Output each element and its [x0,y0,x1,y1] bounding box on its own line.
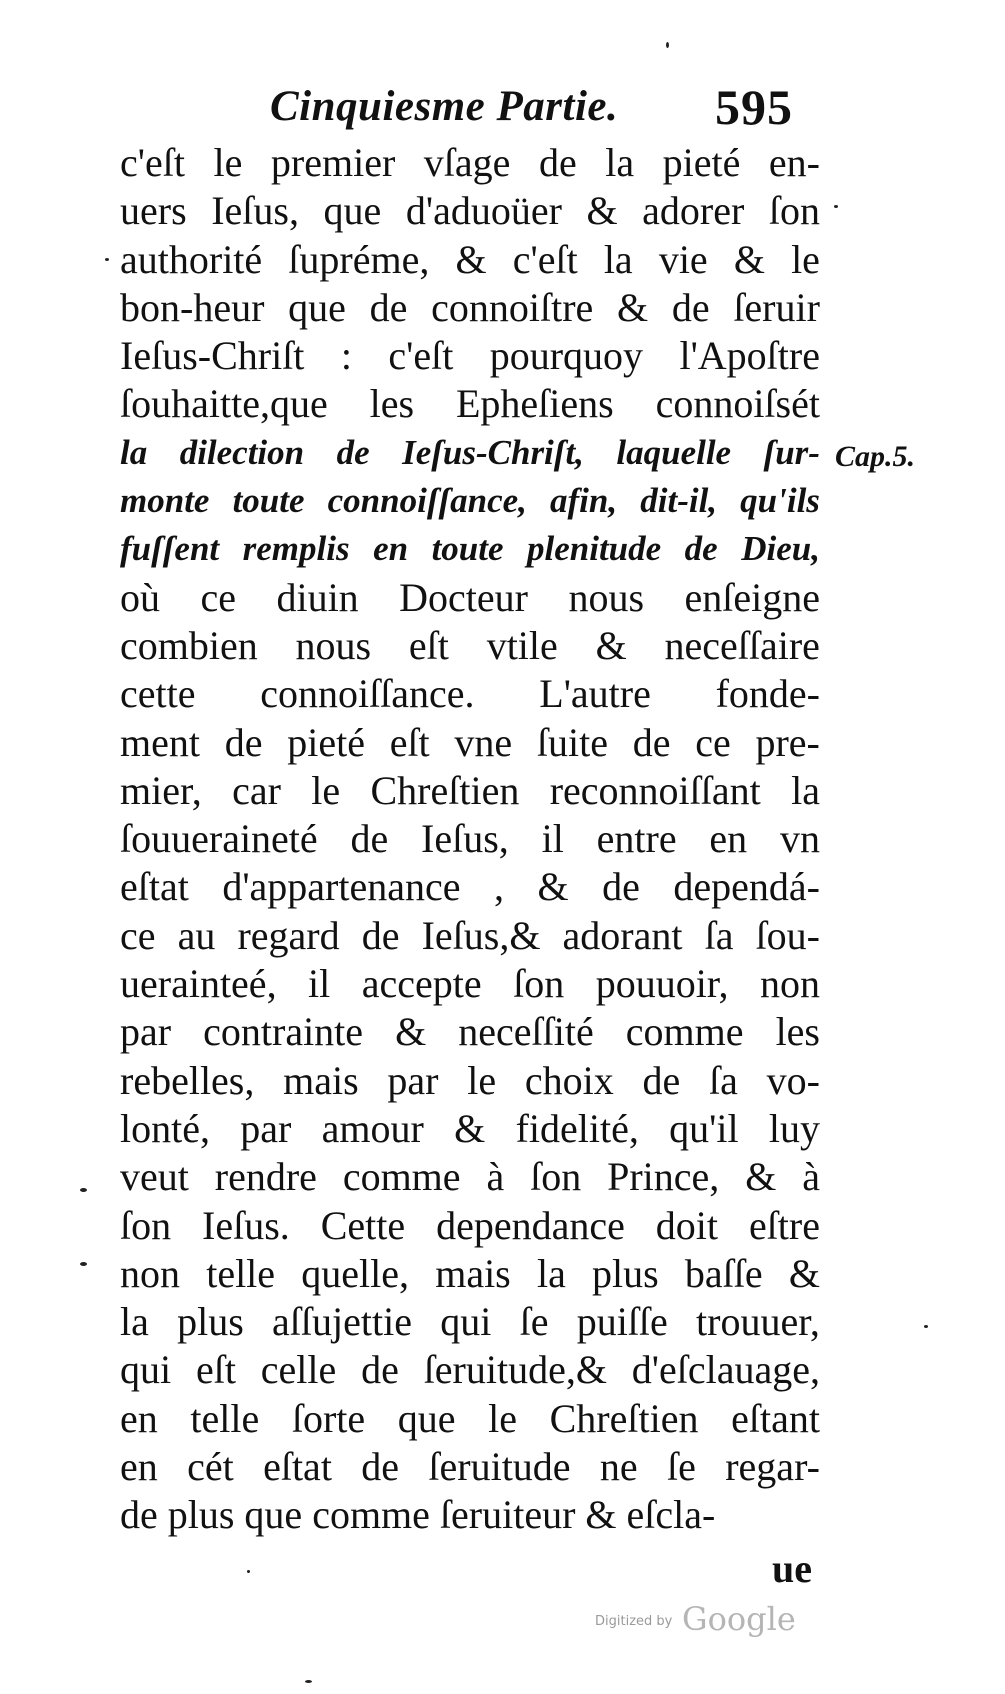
word: mais [283,1057,359,1103]
digitized-by-label: Digitized by [595,1614,673,1629]
word: pre- [755,719,820,765]
word: car [232,767,281,813]
word: de [602,864,640,910]
word: connoiſsét [655,381,820,427]
word: ſouueraineté [120,816,318,862]
scan-speck [924,1325,928,1328]
word: l'Apoſtre [679,333,820,379]
word: eſt [389,719,430,765]
word: par [120,1009,172,1055]
word: & [454,1105,486,1151]
word: c'eſt [512,236,578,282]
word: à [802,1154,820,1200]
word: & [455,236,487,282]
word: en- [768,140,820,185]
scan-speck [80,1188,87,1192]
word: mier, [120,767,202,813]
word: ſa [704,912,734,958]
word: plenitude [527,529,662,569]
word: aſſujettie [272,1299,412,1345]
word: ne [599,1444,638,1490]
word: la [605,140,635,185]
word: dit-il, [640,481,718,521]
word: de [336,432,370,472]
word: , [494,864,504,910]
word: ce [120,912,156,958]
word: de [671,284,710,330]
word: ueraintеé, [120,961,277,1007]
word: ſeruitude,& [423,1347,607,1393]
word: toute [232,481,305,521]
word: pieté [287,719,365,765]
text-line [120,1395,820,1443]
word: la [791,767,820,813]
word: regard [237,912,340,958]
word: vn [779,816,820,862]
text-line [120,1153,820,1201]
text-line [120,139,820,187]
word: la [536,1250,566,1296]
catch-word: ue [772,1546,812,1591]
word: Ieſus. [202,1202,290,1248]
word: eſtant [731,1395,820,1441]
text-line [120,1105,820,1153]
word: Ieſus-Chriſt [120,333,305,379]
word: Dieu, [741,529,820,569]
word: Docteur [399,574,528,620]
word: par [240,1105,292,1151]
word: les [369,381,415,427]
word: neceſſité [458,1009,594,1055]
scan-speck [666,42,669,48]
word: bon-heur [120,284,265,330]
word: uers [120,188,187,234]
word: trouuer, [696,1299,820,1345]
word: le [488,1395,518,1441]
text-line [120,380,820,428]
word: en [120,1395,158,1441]
word: baſſe [684,1250,763,1296]
word: Ieſus-Chriſt, [402,432,584,472]
text-line [120,1443,820,1491]
word: monte [120,481,210,521]
word: en [709,816,748,862]
word: connoiſtre [431,284,594,330]
word: Epheſiens [455,381,614,427]
word: il [308,961,331,1007]
text-line [120,429,820,477]
word: la [120,432,148,472]
word: de [361,1347,399,1393]
text-line [120,1346,820,1394]
word: toute [431,529,504,569]
word: le [791,236,820,282]
word: & [745,1154,777,1200]
word: de [361,912,400,958]
word: ſon [530,1154,582,1200]
word: de [361,1444,400,1490]
scan-speck [105,258,109,261]
text-line [120,332,820,380]
word: doit [655,1202,719,1248]
word: ſorte [291,1395,366,1441]
word: contrainte [203,1009,364,1055]
margin-note: Cap.5. [835,440,916,473]
text-line [120,187,820,235]
word: ſe [519,1299,549,1345]
google-logo: Google [682,1600,796,1638]
word: de [224,719,263,765]
word: & [788,1250,820,1296]
word: les [775,1009,820,1055]
word: en [373,529,409,569]
word: plus [592,1250,659,1296]
word: d'appartenance [222,864,461,910]
word: ment [120,719,200,765]
word: ſe [667,1444,696,1490]
word: Chreſtien [370,767,520,813]
word: ſa [709,1057,738,1103]
text-line [120,525,820,573]
scan-speck [80,1262,87,1266]
word: eſtat [263,1444,332,1490]
word: en [120,1444,158,1490]
word: combien [120,622,258,668]
word: quelle, [301,1250,409,1296]
word: ſupréme, [288,236,430,282]
body-text [120,139,820,1540]
word: remplis [242,529,350,569]
running-title: Cinquiesme Partie. [270,83,619,130]
word: vo- [766,1057,820,1103]
word: telle [206,1250,276,1296]
word: dilection [179,432,305,472]
word: vie [658,236,708,282]
word: que [397,1395,456,1441]
word: adorant [562,912,683,958]
text-line [120,236,820,284]
word: & [537,864,569,910]
word: eſtre [748,1202,820,1248]
line-text: de plus que comme ſeruiteur & eſcla- [120,1492,716,1538]
word: amour [321,1105,424,1151]
word: ſeruitude [428,1444,571,1490]
word: & [595,622,627,668]
word: plus [177,1299,244,1345]
word: à [486,1154,505,1200]
word: accepte [361,961,482,1007]
text-line [120,767,820,815]
word: de [632,719,671,765]
text-line [120,1250,820,1298]
text-line [120,622,820,670]
word: puiſſe [576,1299,668,1345]
word: eſt [195,1347,236,1393]
word: Chreſtien [549,1395,699,1441]
text-line [120,815,820,863]
word: rendre [214,1154,317,1200]
word: Ieſus, [211,188,299,234]
word: ſou- [755,912,820,958]
word: de [684,529,718,569]
word: Cette [320,1202,406,1248]
word: c'eſt [388,333,454,379]
text-line [120,284,820,332]
word: nous [295,622,372,668]
scan-speck [834,205,838,208]
word: que [288,284,346,330]
word: fidelité, [515,1105,639,1151]
word: premier [270,140,396,185]
word: ſouhaitte,que [120,381,328,427]
word: ce [695,719,731,765]
word: pourquoy [489,333,644,379]
word: diuin [276,574,359,620]
word: nous [568,574,645,620]
page-header [0,78,1005,138]
word: ſuite [536,719,608,765]
word: mais [435,1250,511,1296]
word: dependá- [673,864,820,910]
word: eſtat [120,864,189,910]
word: que [323,188,382,234]
word: vſage [423,140,511,185]
word: regar- [725,1444,820,1490]
word: le [213,140,243,185]
word: ſeruir [733,284,820,330]
word: la [120,1299,149,1345]
word: c'eſt [120,140,185,185]
word: qu'ils [740,481,820,521]
page-number: 595 [715,79,793,135]
word: de [369,284,408,330]
word: cét [187,1444,234,1490]
word: fuſſent [120,529,220,569]
word: ſur- [763,432,820,472]
word: celle [260,1347,337,1393]
word: dependance [436,1202,625,1248]
word: non [760,961,820,1007]
scan-speck [305,1680,312,1683]
word: ſon [513,961,565,1007]
text-line [120,1202,820,1250]
word: de [350,816,389,862]
word: connoiſſance. [260,671,475,717]
word: pieté [662,140,741,185]
text-line [120,912,820,960]
text-line [120,1491,820,1539]
word: d'aduoüer [405,188,562,234]
word: veut [120,1154,189,1200]
text-line [120,960,820,1008]
word: connoiſſance, [327,481,527,521]
word: ce [200,574,236,620]
word: & [395,1009,427,1055]
text-line [120,574,820,622]
word: ſon [768,188,820,234]
word: où [120,574,160,620]
word: eſt [408,622,449,668]
word: pouuoir, [595,961,729,1007]
word: & [733,236,765,282]
word: choix [524,1057,614,1103]
word: le [311,767,341,813]
word: reconnoiſſant [549,767,761,813]
word: vtile [486,622,558,668]
word: authorité [120,236,263,282]
text-line [120,477,820,525]
word: adorer [642,188,745,234]
word: comme [342,1154,461,1200]
scan-speck [247,1570,250,1573]
word: Ieſus, [421,816,509,862]
word: telle [190,1395,260,1441]
word: afin, [550,481,618,521]
word: entre [596,816,677,862]
word: de [642,1057,681,1103]
word: non [120,1250,180,1296]
word: & [586,188,618,234]
word: Ieſus,& [421,912,541,958]
word: par [387,1057,439,1103]
word: laquelle [616,432,732,472]
word: & [616,284,649,330]
word: ſon [120,1202,172,1248]
word: au [177,912,216,958]
word: fonde- [715,671,820,717]
text-line [120,1057,820,1105]
word: qui [120,1347,172,1393]
word: rebelles, [120,1057,255,1103]
word: cette [120,671,196,717]
text-line [120,1298,820,1346]
word: il [541,816,564,862]
word: : [340,333,352,379]
text-line [120,670,820,718]
text-line [120,719,820,767]
word: L'autre [539,671,651,717]
text-line [120,863,820,911]
word: qui [440,1299,492,1345]
word: la [603,236,633,282]
word: luy [768,1105,820,1151]
word: vne [454,719,513,765]
text-line [120,1008,820,1056]
word: le [467,1057,497,1103]
word: comme [625,1009,744,1055]
word: de [538,140,577,185]
word: Prince, [607,1154,720,1200]
word: enſeigne [684,574,820,620]
word: neceſſaire [664,622,820,668]
word: lonté, [120,1105,210,1151]
word: d'eſclauage, [631,1347,820,1393]
word: qu'il [669,1105,739,1151]
